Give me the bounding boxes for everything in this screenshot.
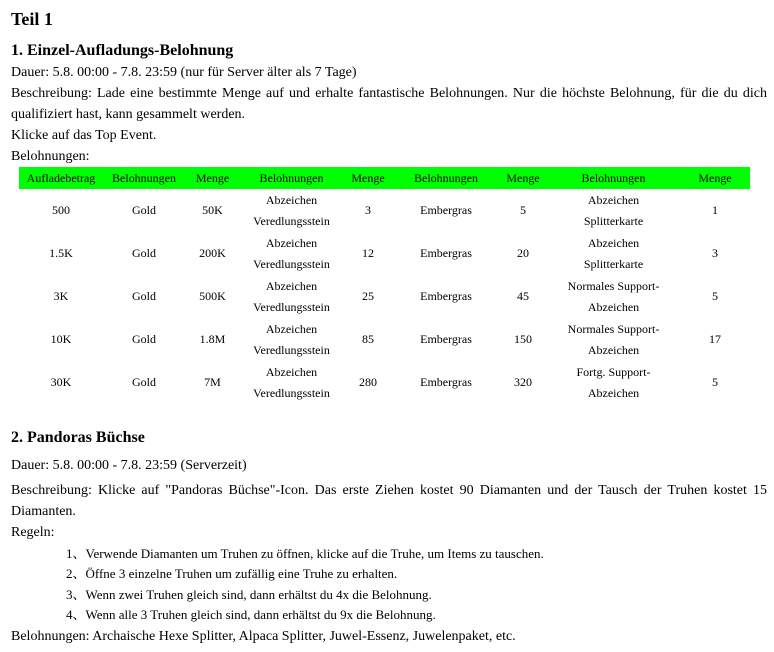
table-cell: 3 [365,203,371,217]
table-cell: Embergras [420,332,472,346]
table-cell: 3 [712,246,718,260]
rule-item: 1、Verwende Diamanten um Truhen zu öffnen, klicke auf die Truhe, um Items zu tauschen. [66,546,544,561]
table-header-cell: Menge [185,167,240,189]
table-cell: Gold [132,203,156,217]
table-cell: Gold [132,289,156,303]
table-cell: Embergras [420,375,472,389]
part-title: Teil 1 [11,9,53,29]
table-cell: 17 [709,332,721,346]
table-cell: 7M [204,375,221,389]
table-row [19,318,750,361]
table-cell: 500K [199,289,226,303]
section1-hint: Klicke auf das Top Event. [11,128,157,143]
table-cell: Gold [132,246,156,260]
table-cell: 50K [202,203,223,217]
rule-item: 2、Öffne 3 einzelne Truhen um zufällig eine Truhe zu erhalten. [66,566,398,581]
section1-rewards-label: Belohnungen: [11,149,90,164]
table-cell: Abzeichen Veredlungsstein [253,192,330,228]
table-cell: Abzeichen Veredlungsstein [253,278,330,314]
section2-title: 2. Pandoras Büchse [11,429,145,446]
table-cell: 10K [50,332,72,346]
table-header-cell: Belohnungen [240,167,343,189]
table-cell: Abzeichen Veredlungsstein [253,321,330,357]
table-cell: Embergras [420,246,472,260]
table-cell: Embergras [420,289,472,303]
table-cell: 150 [514,332,532,346]
table-cell: 1 [712,203,718,217]
table-row [19,361,750,404]
table-cell: 25 [362,289,374,303]
table-body [19,189,750,404]
section1-duration: Dauer: 5.8. 00:00 - 7.8. 23:59 (nur für Server älter als 7 Tage) [11,65,357,80]
rule-item: 4、Wenn alle 3 Truhen gleich sind, dann erhältst du 9x die Belohnung. [66,607,436,622]
table-row [19,232,750,275]
table-cell: 5 [712,289,718,303]
table-cell: 320 [514,375,532,389]
table-cell: 280 [359,375,377,389]
table-cell: Abzeichen Splitterkarte [583,235,644,271]
section1-title: 1. Einzel-Aufladungs-Belohnung [11,42,234,59]
table-cell: 200K [199,246,226,260]
table-cell: 500 [52,203,70,217]
table-header-cell: Belohnungen [547,167,680,189]
section2-duration: Dauer: 5.8. 00:00 - 7.8. 23:59 (Serverzeit) [11,458,247,473]
table-cell: Normales Support-Abzeichen [567,321,660,357]
table-header-cell: Menge [499,167,547,189]
table-header-cell: Aufladebetrag [19,167,103,189]
table-header-row [19,167,750,189]
table-cell: 5 [712,375,718,389]
table-cell: 5 [520,203,526,217]
table-cell: 45 [517,289,529,303]
table-cell: 30K [50,375,72,389]
table-header-cell: Menge [680,167,750,189]
table-cell: 85 [362,332,374,346]
table-cell: Abzeichen Veredlungsstein [253,364,330,400]
table-cell: Fortg. Support-Abzeichen [576,364,651,400]
rewards-table [19,167,750,404]
table-cell: Gold [132,375,156,389]
table-cell: Abzeichen Veredlungsstein [253,235,330,271]
table-cell: 12 [362,246,374,260]
table-cell: Abzeichen Splitterkarte [583,192,644,228]
section2-rules-label: Regeln: [11,525,55,540]
table-cell: 1.8M [199,332,226,346]
table-cell: 1.5K [49,246,73,260]
table-header-cell: Menge [343,167,393,189]
table-header-cell: Belohnungen [103,167,185,189]
section1-description: Beschreibung: Lade eine bestimmte Menge auf und erhalte fantastische Belohnungen. Nur die höchste Belohnung, für die du dich qualifiziert hast, kann gesammelt werden. [11,86,767,122]
table-row [19,189,750,232]
table-cell: 20 [517,246,529,260]
section2-rewards: Belohnungen: Archaische Hexe Splitter, Alpaca Splitter, Juwel-Essenz, Juwelenpaket, etc. [11,629,516,644]
table-cell: 3K [53,289,69,303]
table-cell: Gold [132,332,156,346]
table-header-cell: Belohnungen [393,167,499,189]
rule-item: 3、Wenn zwei Truhen gleich sind, dann erhältst du 4x die Belohnung. [66,587,432,602]
table-row [19,275,750,318]
table-cell: Normales Support-Abzeichen [567,278,660,314]
section2-description: Beschreibung: Klicke auf "Pandoras Büchse"-Icon. Das erste Ziehen kostet 90 Diamanten und der Tausch der Truhen kostet 15 Diamanten. [11,483,767,519]
table-cell: Embergras [420,203,472,217]
